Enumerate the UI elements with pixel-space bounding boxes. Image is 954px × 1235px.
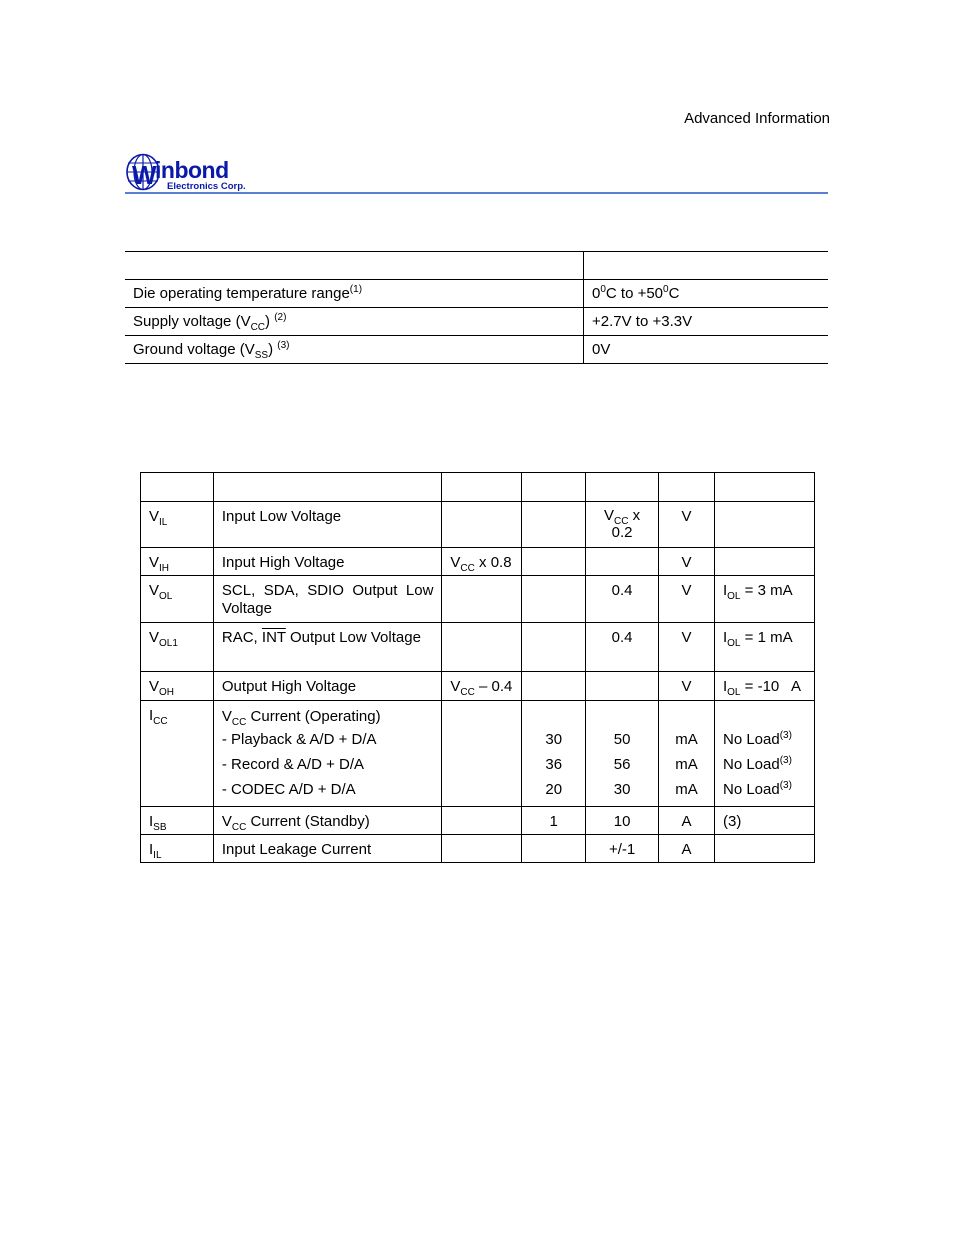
value-cell: $0^0C$ to $+50^0C$ [584, 280, 829, 308]
table-header-row [141, 473, 815, 502]
table-row: $I_{SB}$ $V_{CC}$ Current (Standby) 1 10 A (3) [141, 807, 815, 835]
table-row: $I_{IL}$ Input Leakage Current +/-1 A [141, 835, 815, 863]
table-row: $V_{OL}$ SCL, SDA, SDIO Output Low Voltage 0.4 V $I_{OL} = 3$ mA [141, 576, 815, 623]
dc-characteristics-table [140, 472, 815, 863]
table-row: $V_{IH}$ Input High Voltage $V_{CC}$ x 0.8 V [141, 548, 815, 576]
svg-text:W: W [132, 160, 157, 190]
table-row [125, 280, 828, 308]
table-row: $I_{CC}$ $V_{CC}$ Current (Operating) - Playback & A/D + D/A - Record & A/D + D/A - CODEC A/D + D/A 30 36 20 50 56 30 mA mA mA No Load$^{(3)}$ No Load$^{(3)}$ No Load$^{(3)}$ [141, 701, 815, 807]
value-cell: +2.7V to +3.3V [584, 308, 829, 336]
table-row [125, 336, 828, 364]
table-row: $V_{OH}$ Output High Voltage $V_{CC} - 0.4$ V $I_{OL} = -10$ A [141, 672, 815, 701]
table-header-row [125, 252, 828, 280]
param-cell: Ground voltage $(V_{SS})$ $^{(3)}$ [125, 336, 584, 364]
winbond-logo [126, 153, 256, 193]
logo-brand-text: inbond [155, 157, 229, 183]
operating-conditions-table [125, 251, 828, 364]
header-rule [125, 192, 828, 194]
table-row: $V_{OL1}$ RAC, $\overline{INT}$ Output Low Voltage 0.4 V $I_{OL} = 1$ mA [141, 623, 815, 672]
table-row [125, 308, 828, 336]
param-cell: Die operating temperature range$^{(1)}$ [125, 280, 584, 308]
logo-sub-text: Electronics Corp. [167, 181, 246, 192]
value-cell: 0V [584, 336, 829, 364]
param-cell: Supply voltage $(V_{CC})$ $^{(2)}$ [125, 308, 584, 336]
table-row: $V_{IL}$ Input Low Voltage $V_{CC}$ x 0.2 V [141, 502, 815, 548]
header-note: Advanced Information [684, 110, 830, 127]
